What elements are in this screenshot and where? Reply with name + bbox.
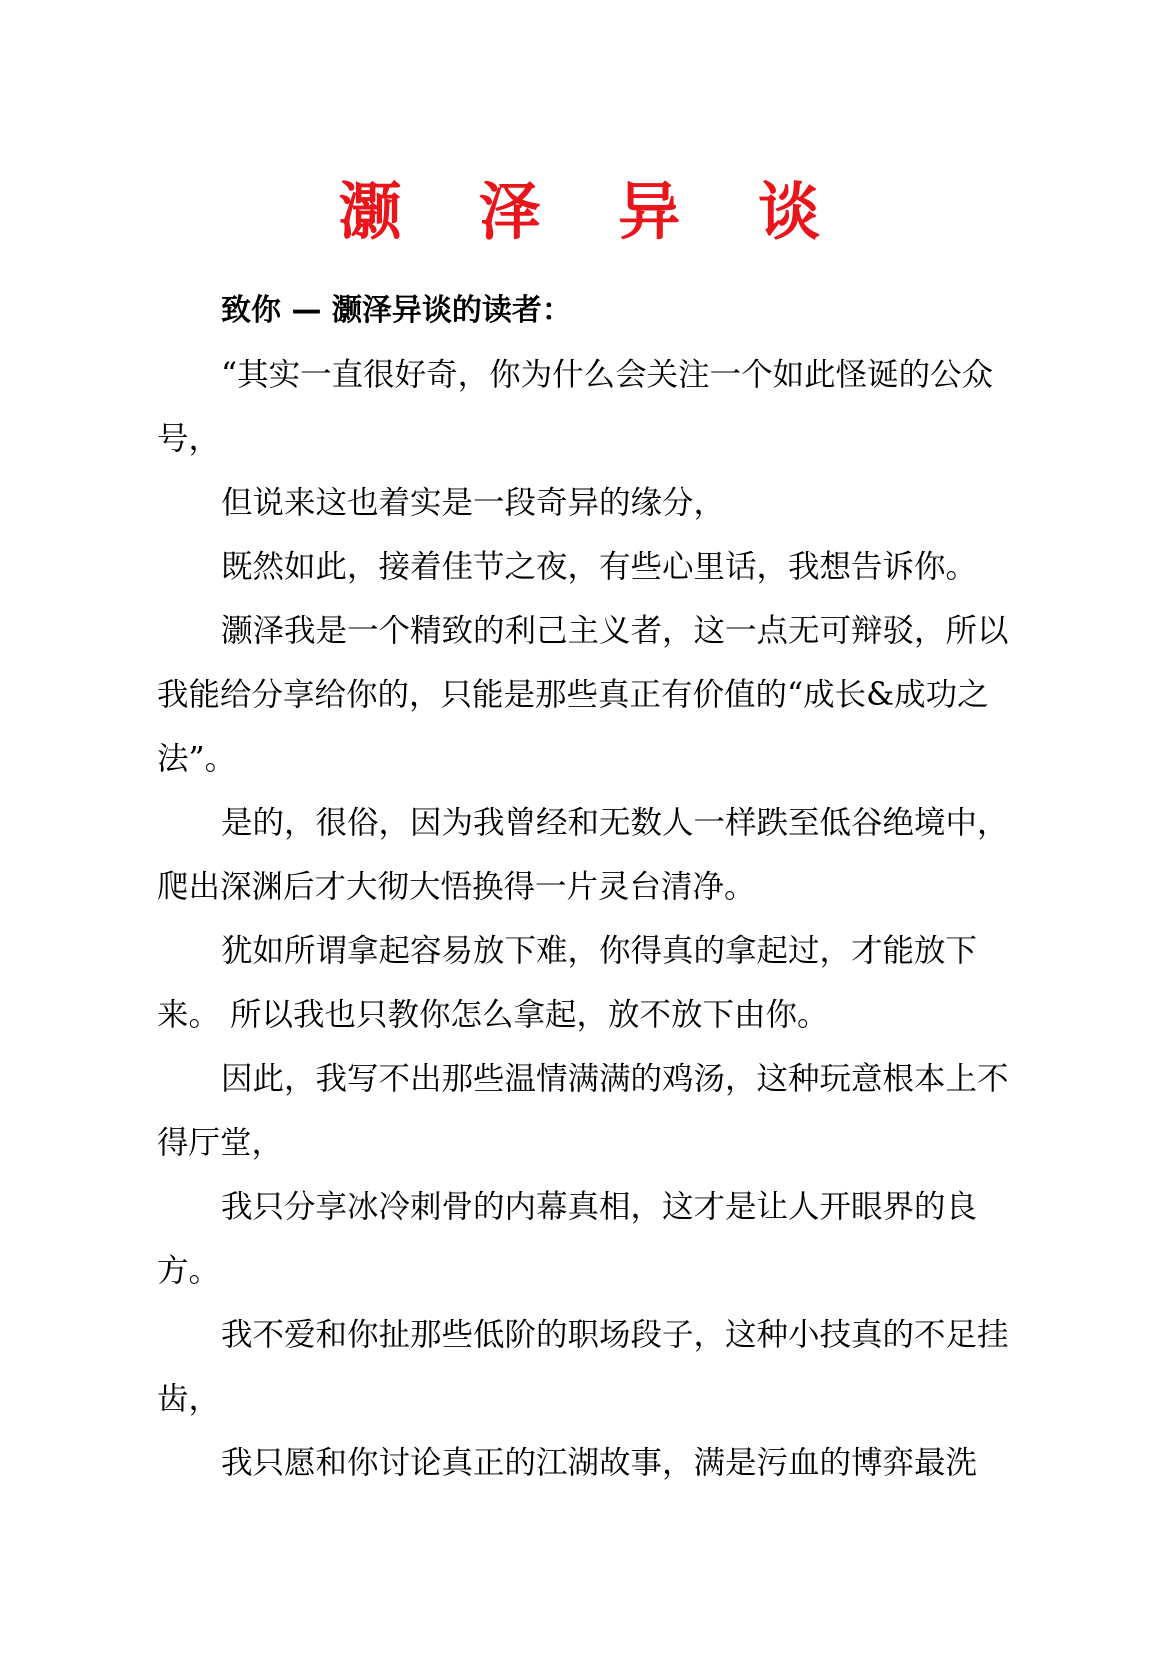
paragraph-1: “其实一直很好奇，你为什么会关注一个如此怪诞的公众号， xyxy=(157,357,994,457)
paragraph-8: 我只分享冰冷刺骨的内幕真相，这才是让人开眼界的良方。 xyxy=(157,1189,978,1289)
paragraph-9: 我不爱和你扯那些低阶的职场段子，这种小技真的不足挂齿， xyxy=(157,1317,1009,1417)
paragraph-7: 因此，我写不出那些温情满满的鸡汤，这种玩意根本上不得厅堂， xyxy=(157,1061,1009,1161)
paragraph-2: 但说来这也着实是一段奇异的缘分， xyxy=(221,485,726,521)
paragraph-5: 是的，很俗，因为我曾经和无数人一样跌至低谷绝境中，爬出深渊后才大彻大悟换得一片灵台清净。 xyxy=(157,805,1009,905)
paragraph-6: 犹如所谓拿起容易放下难，你得真的拿起过，才能放下来。 所以我也只教你怎么拿起，放不放下由你。 xyxy=(157,933,978,1033)
document-body xyxy=(157,279,1011,1495)
paragraph-4: 灏泽我是一个精致的利己主义者，这一点无可辩驳，所以我能给分享给你的，只能是那些真正有价值的“成长&成功之法”。 xyxy=(157,613,1009,777)
document-title: 灏 泽 异 谈 xyxy=(339,175,848,248)
paragraph-10: 我只愿和你讨论真正的江湖故事，满是污血的博弈最洗 xyxy=(221,1445,978,1481)
paragraph-3: 既然如此，接着佳节之夜，有些心里话，我想告诉你。 xyxy=(221,549,978,585)
greeting-line: 致你 — 灏泽异谈的读者： xyxy=(221,293,572,328)
